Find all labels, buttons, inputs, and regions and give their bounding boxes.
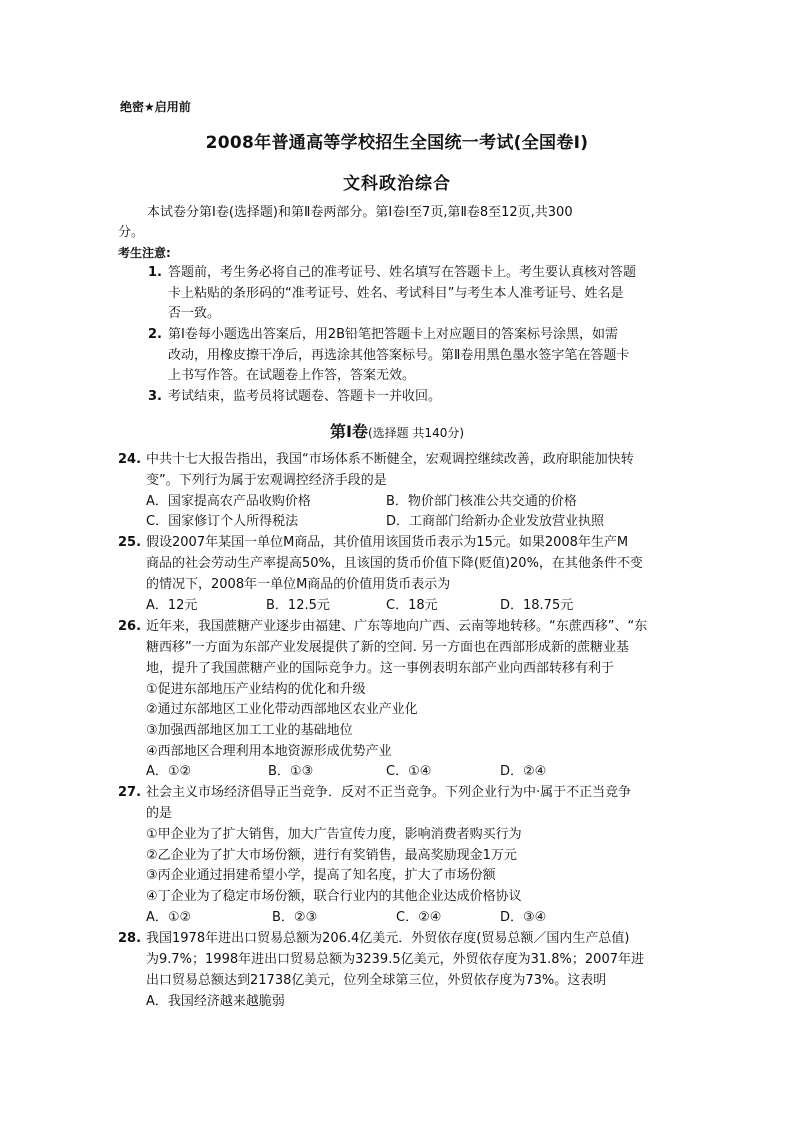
question-line: 的情况下，2008年一单位M商品的价值用货币表示为: [146, 577, 451, 592]
question-line: 的是: [146, 806, 173, 821]
statement: ④丁企业为了稳定市场份额，联合行业内的其他企业达成价格协议: [146, 889, 522, 904]
exam-title: 2008年普通高等学校招生全国统一考试(全国卷Ⅰ): [205, 133, 589, 153]
statement: ④西部地区合理利用本地资源形成优势产业: [146, 744, 392, 759]
notice-line: 考试结束，监考员将试题卷、答题卡一并收回。: [168, 389, 442, 404]
notice-line: 答题前，考生务必将自己的准考证号、姓名填写在答题卡上。考生要认真核对答题: [168, 265, 637, 280]
option-a: A．12元: [146, 598, 198, 613]
part-note: (选择题 共140分): [367, 426, 465, 440]
question-line: 地，提升了我国蔗糖产业的国际竞争力。这一事例表明东部产业向西部转移有利于: [146, 661, 615, 676]
option-a: A．①②: [146, 910, 192, 925]
part-heading: [0, 419, 794, 442]
question-line: 糖西移”一方面为东部产业发展提供了新的空间. 另一方面也在西部形成新的蔗糖业基: [146, 640, 630, 655]
question-line: 商品的社会劳动生产率提高50%，且该国的货币价值下降(贬值)20%，在其他条件不变: [146, 556, 643, 571]
question-number: 26.: [118, 619, 142, 634]
option-b: B．物价部门核准公共交通的价格: [386, 494, 577, 509]
option-b: B．②③: [272, 910, 318, 925]
statement: ②通过东部地区工业化带动西部地区农业产业化: [146, 702, 418, 717]
notice-line: 改动，用橡皮擦干净后，再选涂其他答案标号。第Ⅱ卷用黑色墨水签字笔在答题卡: [168, 348, 630, 363]
question-line: 出口贸易总额达到21738亿美元，位列全球第三位，外贸依存度为73%。这表明: [146, 973, 607, 988]
option-a: A．①②: [146, 764, 192, 779]
option-c: C．国家修订个人所得税法: [146, 514, 299, 529]
question-line: 我国1978年进出口贸易总额为206.4亿美元．外贸依存度(贸易总额／国内生产总值): [146, 931, 630, 946]
option-c: C．18元: [386, 598, 438, 613]
question-line: 近年来，我国蔗糖产业逐步由福建、广东等地向广西、云南等地转移。“东蔗西移”、“东: [146, 619, 648, 634]
question-number: 28.: [118, 931, 142, 946]
question-line: 变”。下列行为属于宏观调控经济手段的是: [146, 473, 387, 488]
question-number: 24.: [118, 452, 142, 467]
option-c: C．②④: [396, 910, 442, 925]
statement: ①促进东部地压产业结构的优化和升级: [146, 682, 366, 697]
option-c: C．①④: [386, 764, 432, 779]
option-d: D．工商部门给新办企业发放营业执照: [386, 514, 605, 529]
option-d: D．②④: [500, 764, 547, 779]
question-number: 27.: [118, 785, 142, 800]
intro-line-1: 本试卷分第Ⅰ卷(选择题)和第Ⅱ卷两部分。第Ⅰ卷Ⅰ至7页,第Ⅱ卷8至12页,共300: [147, 205, 573, 220]
notice-line: 卡上粘贴的条形码的“准考证号、姓名、考试科目”与考生本人准考证号、姓名是: [168, 286, 624, 301]
statement: ③加强西部地区加工工业的基础地位: [146, 723, 353, 738]
part-title: 第Ⅰ卷: [329, 422, 368, 441]
option-b: B．①③: [268, 764, 314, 779]
notice-number: 2.: [148, 327, 162, 342]
question-line: 社会主义市场经济倡导正当竞争．反对不正当竞争。下列企业行为中·属于不正当竞争: [146, 785, 632, 800]
intro-line-2: 分。: [118, 225, 145, 240]
secret-mark: 绝密★启用前: [120, 100, 191, 114]
option-a: A．国家提高农产品收购价格: [146, 494, 311, 509]
statement: ①甲企业为了扩大销售，加大广告宣传力度，影响消费者购买行为: [146, 827, 522, 842]
option-d: D．③④: [500, 910, 547, 925]
notice-heading: 考生注意:: [118, 246, 171, 260]
option-a: A．我国经济越来越脆弱: [146, 994, 285, 1009]
question-line: 假设2007年某国一单位M商品，其价值用该国货币表示为15元。如果2008年生产M: [146, 535, 629, 550]
option-d: D．18.75元: [500, 598, 574, 613]
question-line: 为9.7%；1998年进出口贸易总额为3239.5亿美元，外贸依存度为31.8%；2007年进: [146, 952, 644, 967]
notice-line: 第Ⅰ卷每小题选出答案后，用2B铅笔把答题卡上对应题目的答案标号涂黑，如需: [168, 327, 619, 342]
notice-line: 否一致。: [168, 306, 221, 321]
exam-subtitle: 文科政治综合: [343, 174, 451, 194]
option-b: B．12.5元: [266, 598, 330, 613]
notice-number: 1.: [148, 265, 162, 280]
notice-number: 3.: [148, 389, 162, 404]
question-line: 中共十七大报告指出，我国“市场体系不断健全，宏观调控继续改善，政府职能加快转: [146, 452, 634, 467]
statement: ③丙企业通过捐建希望小学，提高了知名度，扩大了市场份额: [146, 868, 496, 883]
notice-line: 上书写作答。在试题卷上作答，答案无效。: [168, 368, 416, 383]
question-number: 25.: [118, 535, 142, 550]
statement: ②乙企业为了扩大市场份额，进行有奖销售，最高奖励现金1万元: [146, 848, 517, 863]
